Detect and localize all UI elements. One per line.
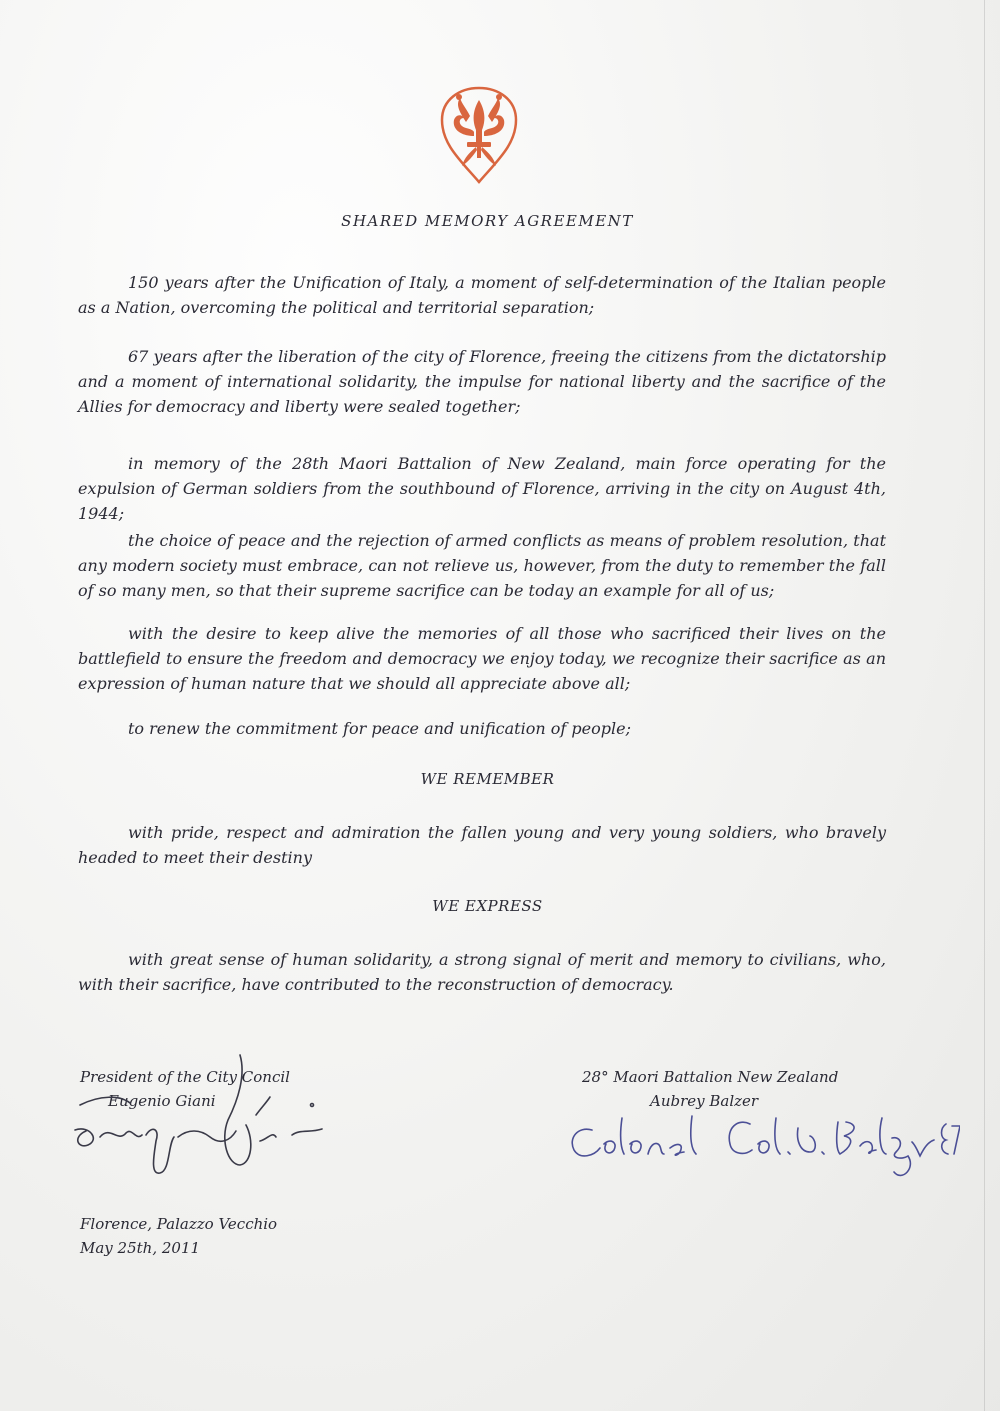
- document-title: SHARED MEMORY AGREEMENT: [341, 212, 634, 230]
- paragraph-choice-of-peace: the choice of peace and the rejection of armed conflicts as means of problem resolution, that any modern society must embrace, can not relieve us, however, from the duty to remember the fall of so many men, so that their supreme sacrifice can be today an example for all of us;: [78, 531, 886, 600]
- heading-we-remember: WE REMEMBER: [420, 770, 555, 788]
- paragraph-remember: with pride, respect and admiration the fallen young and very young soldiers, who bravely headed to meet their destiny: [78, 823, 886, 867]
- florence-lily-seal: [440, 86, 518, 184]
- signing-place: Florence, Palazzo Vecchio: [80, 1215, 278, 1233]
- left-signatory-name: Eugenio Giani: [108, 1092, 216, 1110]
- right-handwritten-signature: [560, 1108, 960, 1188]
- paragraph-unification: 150 years after the Unification of Italy, a moment of self-determination of the Italian people as a Nation, overcoming the political and territorial separation;: [78, 273, 886, 317]
- left-handwritten-signature: [60, 1045, 350, 1195]
- left-signatory-role: President of the City Concil: [80, 1068, 290, 1086]
- right-signatory-role: 28° Maori Battalion New Zealand: [582, 1068, 839, 1086]
- paragraph-express: with great sense of human solidarity, a strong signal of merit and memory to civilians, who, with their sacrifice, have contributed to the reconstruction of democracy.: [78, 950, 886, 994]
- paragraph-liberation: 67 years after the liberation of the city of Florence, freeing the citizens from the dictatorship and a moment of international solidarity, the impulse for national liberty and the sacrifice of the Allies for democracy and liberty were sealed together;: [78, 347, 886, 416]
- paragraph-desire-to-keep-alive: with the desire to keep alive the memories of all those who sacrificed their lives on the battlefield to ensure the freedom and democracy we enjoy today, we recognize their sacrifice as an expression of human nature that we should all appreciate above all;: [78, 624, 886, 693]
- paragraph-maori-battalion: in memory of the 28th Maori Battalion of New Zealand, main force operating for the expulsion of German soldiers from the southbound of Florence, arriving in the city on August 4th, 1944;: [78, 454, 886, 523]
- heading-we-express: WE EXPRESS: [432, 897, 543, 915]
- signing-date: May 25th, 2011: [80, 1239, 201, 1257]
- paragraph-renew-commitment: to renew the commitment for peace and unification of people;: [128, 719, 631, 738]
- paper-crease: [984, 0, 985, 1411]
- right-signatory-name: Aubrey Balzer: [650, 1092, 759, 1110]
